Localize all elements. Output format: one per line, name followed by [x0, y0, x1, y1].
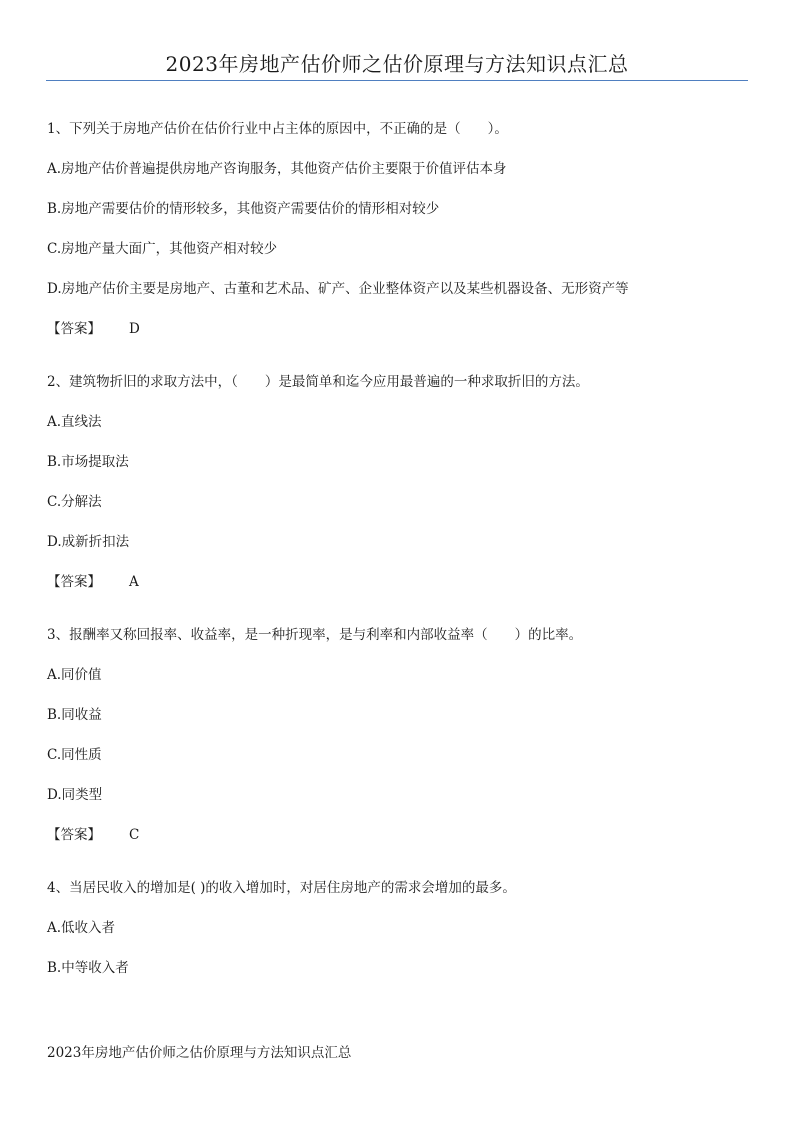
page-title: 2023年房地产估价师之估价原理与方法知识点汇总: [165, 52, 629, 76]
option-d: D.成新折扣法: [47, 534, 130, 550]
question-stem: 4、当居民收入的增加是( )的收入增加时，对居住房地产的需求会增加的最多。: [47, 880, 516, 896]
answer-label: 【答案】: [47, 827, 101, 843]
header-divider: [46, 80, 748, 81]
question-stem: 3、报酬率又称回报率、收益率，是一种折现率，是与利率和内部收益率（ ）的比率。: [47, 627, 583, 643]
page-footer: 2023年房地产估价师之估价原理与方法知识点汇总: [47, 1045, 352, 1061]
answer-value: A: [129, 574, 139, 590]
question-list: [47, 119, 747, 998]
option-b: B.中等收入者: [47, 960, 129, 976]
option-a: A.直线法: [47, 414, 102, 430]
answer-label: 【答案】: [47, 574, 101, 590]
option-b: B.房地产需要估价的情形较多，其他资产需要估价的情形相对较少: [47, 201, 440, 217]
option-b: B.同收益: [47, 707, 102, 723]
option-c: C.分解法: [47, 494, 102, 510]
option-a: A.同价值: [47, 667, 102, 683]
answer-line: [47, 572, 747, 592]
question-stem: 1、下列关于房地产估价在估价行业中占主体的原因中，不正确的是（ ）。: [47, 121, 508, 137]
option-c: C.同性质: [47, 747, 102, 763]
option-c: C.房地产量大面广，其他资产相对较少: [47, 241, 278, 257]
answer-value: C: [129, 827, 140, 843]
option-d: D.房地产估价主要是房地产、古董和艺术品、矿产、企业整体资产以及某些机器设备、无形资产等: [47, 281, 629, 297]
option-b: B.市场提取法: [47, 454, 129, 470]
question-stem: 2、建筑物折旧的求取方法中，（ ）是最简单和迄今应用最普遍的一种求取折旧的方法。: [47, 374, 589, 390]
option-a: A.低收入者: [47, 920, 116, 936]
option-a: A.房地产估价普遍提供房地产咨询服务，其他资产估价主要限于价值评估本身: [47, 161, 507, 177]
answer-label: 【答案】: [47, 321, 101, 337]
answer-line: [47, 319, 747, 339]
answer-value: D: [129, 321, 140, 337]
option-d: D.同类型: [47, 787, 103, 803]
answer-line: [47, 825, 747, 845]
